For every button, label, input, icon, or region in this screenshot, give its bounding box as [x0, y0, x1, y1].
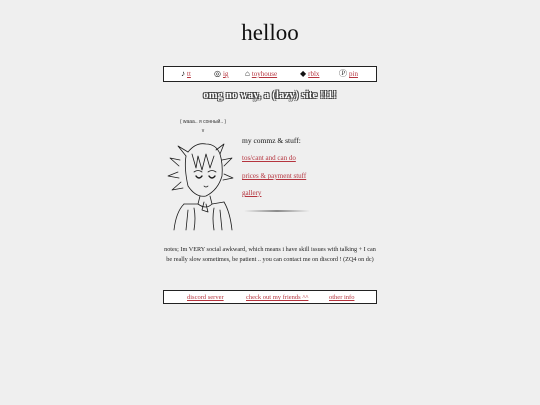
social-link-label: pin [349, 70, 358, 78]
social-link-toyhouse[interactable] [245, 69, 277, 79]
notes-text: notes; Im VERY social awkward, which means i have skill issues with talking + I can be really slow sometimes, be patient .. you can contact me on discord ! (ZQ4 on dc) [164, 246, 376, 263]
social-link-pinterest[interactable] [339, 69, 358, 79]
roblox-icon: ◆ [300, 69, 307, 78]
tos-link[interactable]: tos/cant and can do [242, 154, 296, 162]
site-headline: omg no way, a (lazy) site !!1! [203, 90, 337, 101]
character-sketch [166, 138, 236, 233]
commz-heading: my commz & stuff: [242, 136, 301, 145]
prices-link[interactable]: prices & payment stuff [242, 172, 307, 180]
friends-link[interactable]: check out my friends ^^ [246, 294, 309, 301]
social-link-label: rblx [308, 70, 320, 78]
pinterest-icon: Ⓟ [339, 69, 347, 78]
social-link-label: tt [187, 70, 191, 78]
social-link-instagram[interactable] [214, 69, 228, 79]
gallery-link[interactable]: gallery [242, 189, 262, 197]
speech-arrow: v [201, 128, 205, 134]
instagram-icon: ◎ [214, 69, 221, 78]
social-link-tiktok[interactable] [181, 69, 191, 79]
speech-bubble [170, 118, 236, 136]
social-links-bar [163, 66, 377, 82]
other-info-link[interactable]: other info [329, 294, 355, 301]
social-link-label: toyhouse [251, 70, 278, 78]
social-link-roblox[interactable] [300, 69, 319, 79]
page-title: helloo [241, 20, 299, 45]
house-icon: ⌂ [245, 69, 250, 78]
divider [244, 210, 310, 212]
social-link-label: ig [222, 70, 229, 78]
speech-text: ( waaa.. я сонный.. ) [179, 119, 227, 125]
bottom-links-bar [163, 290, 377, 304]
tiktok-icon: ♪ [181, 69, 185, 78]
discord-server-link[interactable]: discord server [187, 294, 224, 301]
